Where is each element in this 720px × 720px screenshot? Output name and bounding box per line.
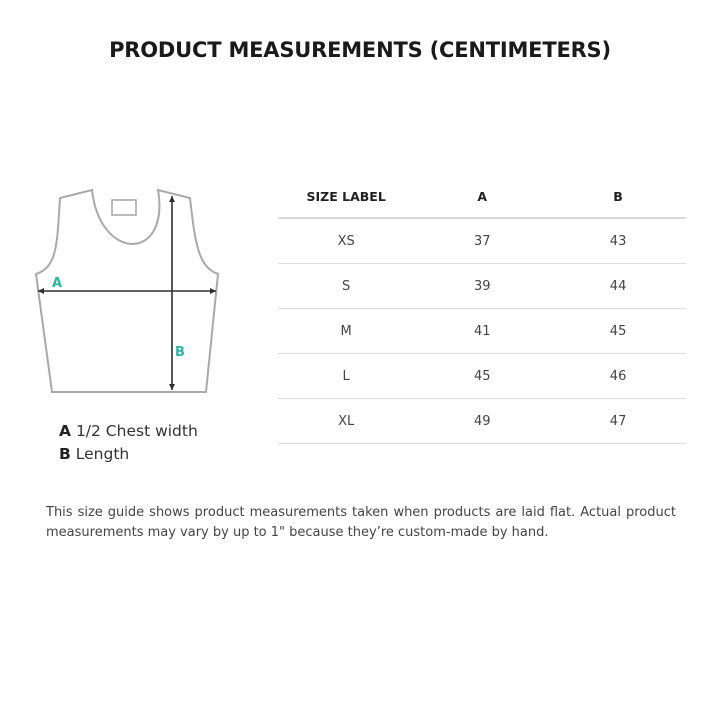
cell-size: L [278,354,414,399]
size-guide-note: This size guide shows product measurements taken when products are laid flat. Actual product measurements may vary by up to 1" because they’re custom-made by hand. [46,505,676,540]
arrow-b-top [169,196,175,202]
cell-size: S [278,264,414,309]
table-row [278,309,686,354]
legend-text: Length [75,445,130,463]
legend-key: B [59,445,71,463]
header-size-label: SIZE LABEL [278,175,414,218]
cell-size: XL [278,399,414,444]
cell-a: 37 [414,218,550,264]
size-table [278,175,686,444]
table-row [278,399,686,444]
cell-size: M [278,309,414,354]
measurement-legend [59,420,198,466]
arrow-b-bottom [169,384,175,390]
header-a: A [414,175,550,218]
legend-key: A [59,422,71,440]
cell-a: 39 [414,264,550,309]
legend-item-b [59,443,198,466]
legend-item-a [59,420,198,443]
cell-a: 45 [414,354,550,399]
table-header-row [278,175,686,218]
table-row [278,264,686,309]
cell-b: 43 [550,218,686,264]
cell-b: 45 [550,309,686,354]
cell-b: 44 [550,264,686,309]
header-b: B [550,175,686,218]
tank-top-diagram [30,182,230,402]
cell-b: 47 [550,399,686,444]
cell-a: 41 [414,309,550,354]
legend-text: 1/2 Chest width [75,422,198,440]
label-a: A [52,276,63,291]
page-title: PRODUCT MEASUREMENTS (CENTIMETERS) [109,38,611,62]
cell-a: 49 [414,399,550,444]
cell-size: XS [278,218,414,264]
table-row [278,354,686,399]
label-b: B [175,345,185,360]
cell-b: 46 [550,354,686,399]
table-row [278,218,686,264]
neck-label [112,200,136,215]
